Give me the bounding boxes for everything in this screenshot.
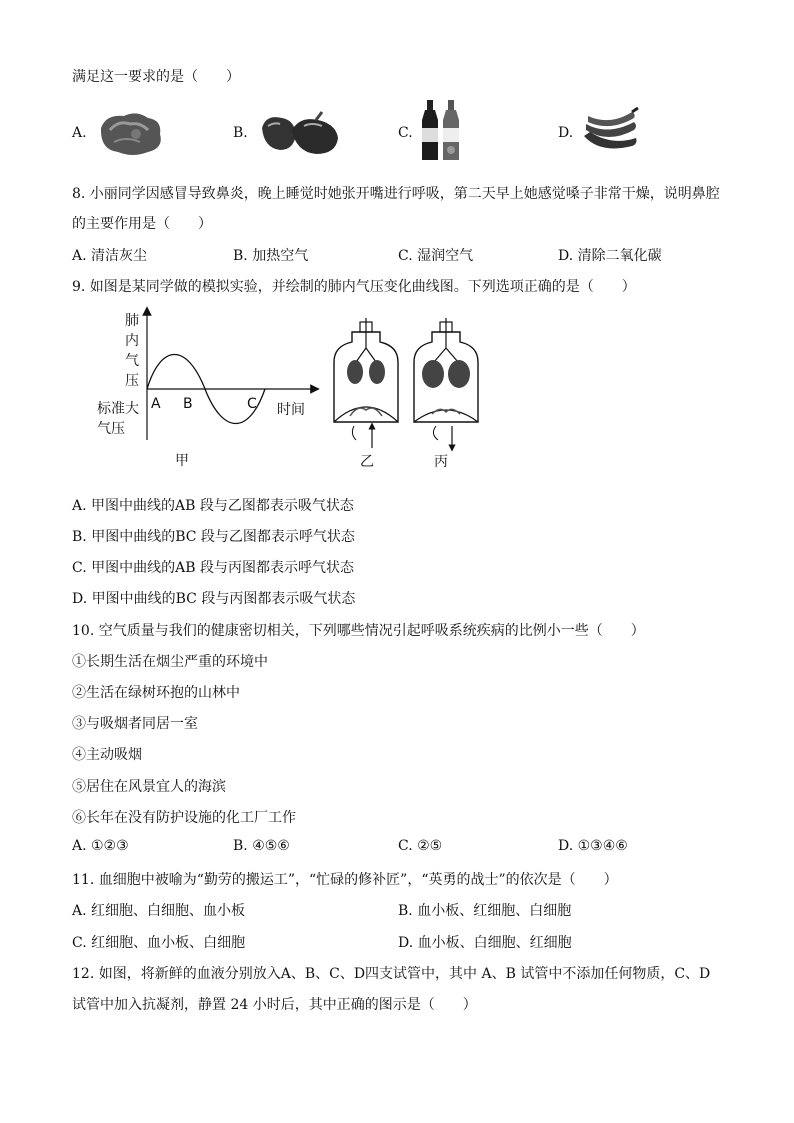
- q12-stem-line1: 12. 如图，将新鲜的血液分别放入A、B、C、D四支试管中，其中 A、B 试管中不添加任何物质，C、D: [72, 966, 711, 982]
- chili-pepper-image: [256, 108, 346, 158]
- bell-jar-model-yi: [326, 318, 406, 473]
- q10-item-5: ⑤居住在风景宜人的海滨: [72, 779, 226, 795]
- q10-option-d: D. ①③④⑥: [558, 838, 628, 854]
- point-b-label: B: [183, 396, 193, 412]
- y-label-char-3: 气: [125, 353, 139, 369]
- q10-option-c: C. ②⑤: [398, 838, 443, 854]
- q10-item-3: ③与吸烟者同居一室: [72, 716, 198, 732]
- caption-bing: 丙: [434, 454, 448, 470]
- q10-option-b: B. ④⑤⑥: [233, 838, 290, 854]
- q9-option-c: C. 甲图中曲线的AB 段与丙图都表示呼气状态: [72, 560, 354, 576]
- x-axis-label: 时间: [277, 402, 305, 418]
- cola-bottles-image: [420, 100, 465, 164]
- q7-option-c-label: C.: [398, 125, 413, 141]
- q9-option-a: A. 甲图中曲线的AB 段与乙图都表示吸气状态: [72, 498, 354, 514]
- q11-option-d: D. 血小板、白细胞、红细胞: [398, 935, 572, 951]
- baseline-label-line2: 气压: [97, 421, 125, 437]
- q11-option-c: C. 红细胞、血小板、白细胞: [72, 935, 246, 951]
- caption-jia: 甲: [175, 453, 189, 469]
- lung-pressure-graph: [95, 305, 325, 475]
- q8-option-c: C. 湿润空气: [398, 248, 474, 264]
- bell-jar-model-bing: [406, 318, 486, 473]
- q11-stem: 11. 血细胞中被喻为“勤劳的搬运工”，“忙碌的修补匠”，“英勇的战士”的依次是（ ）: [72, 872, 618, 888]
- q9-option-d: D. 甲图中曲线的BC 段与丙图都表示吸气状态: [72, 591, 356, 607]
- caption-yi: 乙: [360, 454, 374, 470]
- banana-image: [580, 106, 640, 158]
- q8-option-b: B. 加热空气: [233, 248, 309, 264]
- q7-option-d-label: D.: [558, 125, 574, 141]
- q7-option-b-label: B.: [233, 125, 248, 141]
- q10-item-1: ①长期生活在烟尘严重的环境中: [72, 654, 268, 670]
- q10-option-a: A. ①②③: [72, 838, 129, 854]
- q7-option-a-label: A.: [72, 125, 87, 141]
- q12-stem-line2: 试管中加入抗凝剂，静置 24 小时后，其中正确的图示是（ ）: [72, 997, 477, 1013]
- q8-stem-line1: 8. 小丽同学因感冒导致鼻炎，晚上睡觉时她张开嘴进行呼吸，第二天早上她感觉嗓子非常干燥，说明鼻腔: [72, 186, 720, 202]
- y-label-char-2: 内: [125, 333, 139, 349]
- q10-item-2: ②生活在绿树环抱的山林中: [72, 685, 240, 701]
- point-c-label: C: [247, 396, 257, 412]
- q11-option-b: B. 血小板、红细胞、白细胞: [398, 903, 572, 919]
- baseline-label-line1: 标准大: [97, 401, 139, 417]
- q7-stem-tail: 满足这一要求的是（ ）: [72, 69, 240, 85]
- q10-stem: 10. 空气质量与我们的健康密切相关，下列哪些情况引起呼吸系统疾病的比例小一些（ ）: [72, 623, 645, 639]
- q10-item-4: ④主动吸烟: [72, 747, 142, 763]
- lean-meat-image: [96, 108, 166, 158]
- point-a-label: A: [151, 396, 161, 412]
- q10-item-6: ⑥长年在没有防护设施的化工厂工作: [72, 810, 296, 826]
- y-label-char-1: 肺: [125, 313, 139, 329]
- q8-option-d: D. 清除二氧化碳: [558, 248, 662, 264]
- q9-stem: 9. 如图是某同学做的模拟实验，并绘制的肺内气压变化曲线图。下列选项正确的是（ ）: [72, 279, 636, 295]
- q11-option-a: A. 红细胞、白细胞、血小板: [72, 903, 246, 919]
- y-label-char-4: 压: [125, 373, 139, 389]
- q8-option-a: A. 清洁灰尘: [72, 248, 148, 264]
- q9-option-b: B. 甲图中曲线的BC 段与乙图都表示呼气状态: [72, 529, 355, 545]
- q8-stem-line2: 的主要作用是（ ）: [72, 216, 212, 232]
